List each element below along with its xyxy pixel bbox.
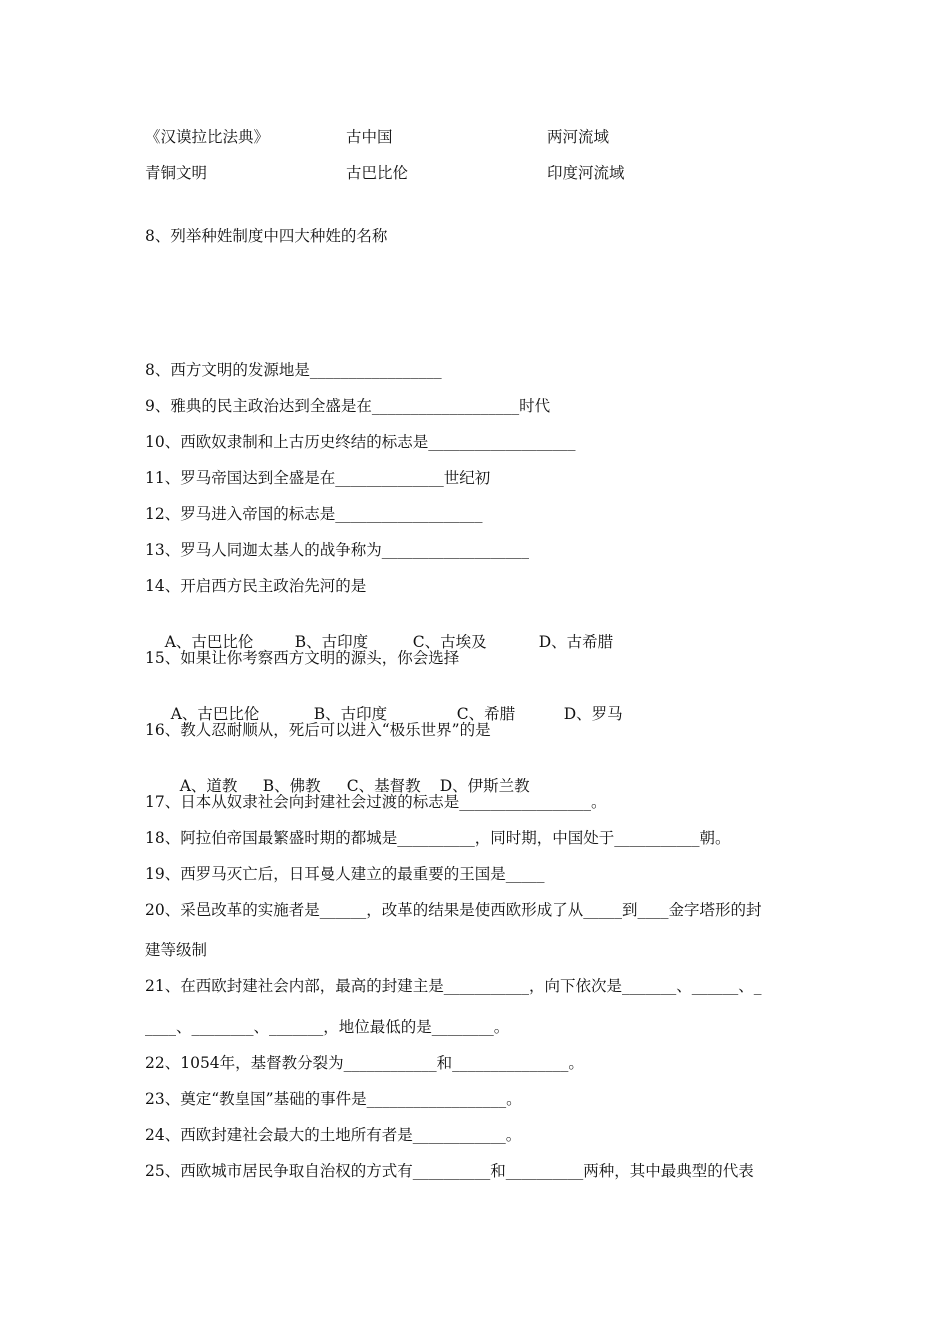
question-17: 17、日本从奴隶社会向封建社会过渡的标志是_________________。: [145, 793, 607, 811]
match-cell: 印度河流域: [547, 164, 625, 182]
question-16: 16、教人忍耐顺从，死后可以进入“极乐世界”的是: [145, 721, 491, 739]
question-24: 24、西欧封建社会最大的土地所有者是____________。: [145, 1126, 522, 1144]
question-22: 22、1054年，基督教分裂为____________和_______________。: [145, 1054, 584, 1072]
option-a: A、古巴比伦: [170, 705, 260, 723]
question-9: 9、雅典的民主政治达到全盛是在___________________时代: [145, 397, 551, 415]
option-c: C、古埃及: [412, 633, 487, 651]
question-11: 11、罗马帝国达到全盛是在______________世纪初: [145, 469, 491, 487]
match-cell: 两河流域: [547, 128, 610, 146]
option-a: A、道教: [179, 777, 238, 795]
question-25: 25、西欧城市居民争取自治权的方式有__________和__________两种，其中最典型的代表: [145, 1162, 754, 1180]
option-c: C、希腊: [456, 705, 516, 723]
option-b: B、古印度: [313, 705, 388, 723]
question-15: 15、如果让你考察西方文明的源头，你会选择: [145, 649, 460, 667]
option-d: D、罗马: [563, 705, 623, 723]
question-18: 18、阿拉伯帝国最繁盛时期的都城是__________，同时期，中国处于___________朝。: [145, 829, 731, 847]
question-20-line1: 20、采邑改革的实施者是______，改革的结果是使西欧形成了从_____到____金字塔形的封: [145, 901, 762, 919]
question-23: 23、奠定“教皇国”基础的事件是__________________。: [145, 1090, 522, 1108]
option-b: B、古印度: [294, 633, 369, 651]
match-cell: 青铜文明: [145, 164, 208, 182]
question-10: 10、西欧奴隶制和上古历史终结的标志是___________________: [145, 433, 576, 451]
match-cell: 《汉谟拉比法典》: [145, 128, 270, 146]
match-cell: 古中国: [346, 128, 393, 146]
question-20-line2: 建等级制: [145, 941, 208, 959]
question-21-line1: 21、在西欧封建社会内部，最高的封建主是___________，向下依次是_______、______、_: [145, 977, 762, 995]
question-12: 12、罗马进入帝国的标志是___________________: [145, 505, 483, 523]
option-c: C、基督教: [346, 777, 421, 795]
option-a: A、古巴比伦: [164, 633, 254, 651]
question-14: 14、开启西方民主政治先河的是: [145, 577, 367, 595]
question-8b: 8、西方文明的发源地是_________________: [145, 361, 442, 379]
question-21-line2: ____、________、_______，地位最低的是________。: [145, 1018, 510, 1036]
option-b: B、佛教: [262, 777, 321, 795]
question-8a: 8、列举种姓制度中四大种姓的名称: [145, 227, 388, 245]
option-d: D、伊斯兰教: [439, 777, 530, 795]
question-19: 19、西罗马灭亡后，日耳曼人建立的最重要的王国是_____: [145, 865, 545, 883]
question-13: 13、罗马人同迦太基人的战争称为___________________: [145, 541, 529, 559]
match-cell: 古巴比伦: [346, 164, 409, 182]
option-d: D、古希腊: [538, 633, 614, 651]
